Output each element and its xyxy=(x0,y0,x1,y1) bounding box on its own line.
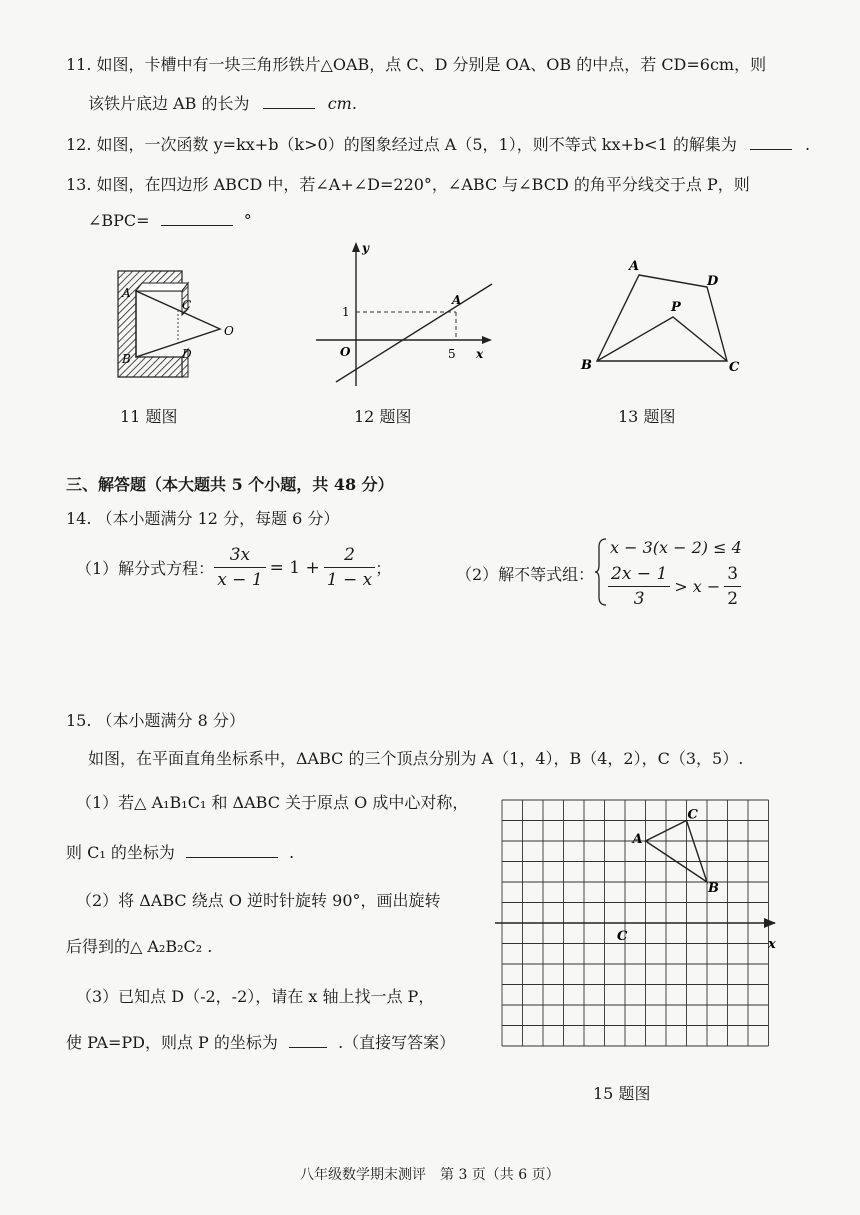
q14-p1-end: ； xyxy=(375,559,392,578)
q11-line2-pre: 该铁片底边 AB 的长为 xyxy=(88,94,250,113)
q11-line1: 11. 如图，卡槽中有一块三角形铁片△OAB，点 C、D 分别是 OA、OB 的中点，若 CD=6cm，则 xyxy=(66,55,767,74)
q15-p3-line1: （3）已知点 D（-2，-2），请在 x 轴上找一点 P， xyxy=(76,987,435,1006)
q12-post: . xyxy=(805,135,811,154)
q15-p2-line2: 后得到的△ A₂B₂C₂ . xyxy=(66,937,213,956)
q15-p1-line2-pre: 则 C₁ 的坐标为 xyxy=(66,843,175,862)
fig12-line xyxy=(336,284,492,382)
q14-p2-row2 xyxy=(608,562,741,611)
q14-p2-frac1-num: 2x − 1 xyxy=(608,562,670,587)
q15-p1-line2 xyxy=(66,840,294,863)
q14-p1-rhs-num: 2 xyxy=(324,543,375,568)
fig15-label-c: C xyxy=(687,807,698,823)
q14-p1-label: （1）解分式方程： xyxy=(76,559,215,578)
q13-line1: 13. 如图，在四边形 ABCD 中，若∠A+∠D=220°，∠ABC 与∠BCD 的角平分线交于点 P，则 xyxy=(66,175,750,194)
q14-p1-rhs-den: 1 − x xyxy=(326,570,373,590)
q11-line2 xyxy=(88,91,357,114)
q14-p1-lhs-den: x − 1 xyxy=(217,570,263,590)
q14-p2-frac2-num: 3 xyxy=(724,562,741,587)
q14-p1-lhs xyxy=(214,543,265,592)
fig13-label-p: P xyxy=(671,300,681,315)
fig15-label-x: x xyxy=(768,937,776,952)
fig15-x-arrow-icon xyxy=(764,918,776,928)
q12-line xyxy=(66,132,810,155)
fig12-label-one: 1 xyxy=(342,305,350,319)
page-footer: 八年级数学期末测评 第 3 页（共 6 页） xyxy=(300,1167,560,1183)
fig11-label-b: B xyxy=(122,352,131,366)
fig13-bisectors xyxy=(597,317,727,361)
q13-line2 xyxy=(88,211,252,230)
fig15-grid xyxy=(490,790,790,1065)
q14-p2-row1: x − 3(x − 2) ≤ 4 xyxy=(610,538,742,557)
q15-p3-line2-pre: 使 PA=PD，则点 P 的坐标为 xyxy=(66,1033,278,1052)
fig15-triangle-abc xyxy=(646,821,708,883)
fig13-label-c: C xyxy=(729,360,740,375)
q14-p2-frac2-den: 2 xyxy=(727,589,739,609)
q12-answer-blank[interactable] xyxy=(750,135,792,150)
fig12-label-five: 5 xyxy=(448,347,456,361)
q15-p1-answer-blank[interactable] xyxy=(186,843,278,858)
q15-p3-line2 xyxy=(66,1030,455,1053)
fig11-label-a: A xyxy=(122,286,131,300)
fig11-diagram xyxy=(110,265,240,385)
q11-line2-post: cm. xyxy=(327,94,357,113)
q14-p2-frac1-den: 3 xyxy=(633,589,645,609)
section3-title: 三、解答题（本大题共 5 个小题，共 48 分） xyxy=(66,475,394,494)
fig13-label-d: D xyxy=(707,274,719,289)
fig15-label-o: C xyxy=(617,929,628,944)
fig11-label-d: D xyxy=(182,347,192,361)
fig11-label-o: O xyxy=(224,324,234,338)
q12-pre: 12. 如图，一次函数 y=kx+b（k>0）的图象经过点 A（5，1），则不等式 kx+b<1 的解集为 xyxy=(66,135,737,154)
fig11-label-c: C xyxy=(182,298,192,312)
fig13-label-a: A xyxy=(629,259,640,274)
q14-p2-mid: > x − xyxy=(674,577,721,596)
fig11-caption: 11 题图 xyxy=(120,407,178,426)
q13-line2-post: ° xyxy=(243,211,252,230)
q14-p1-mid: = 1 + xyxy=(269,557,320,578)
brace-icon xyxy=(595,537,607,607)
q14-p1-lhs-num: 3x xyxy=(214,543,265,568)
fig13-label-b: B xyxy=(581,358,592,373)
fig12-label-y: y xyxy=(362,241,369,255)
q14-p2-frac2 xyxy=(724,562,741,611)
q14-part1 xyxy=(76,543,391,592)
q15-p3-answer-blank[interactable] xyxy=(289,1033,327,1048)
q15-intro: 如图，在平面直角坐标系中，ΔABC 的三个顶点分别为 A（1，4），B（4，2），C（3，5）. xyxy=(88,749,744,768)
fig12-label-x: x xyxy=(476,347,484,361)
q15-p1-line2-post: . xyxy=(289,843,295,862)
fig12-label-o: O xyxy=(340,345,351,359)
q14-p2-label: （2）解不等式组： xyxy=(456,565,595,584)
q15-header: 15. （本小题满分 8 分） xyxy=(66,711,245,730)
fig13-diagram xyxy=(575,255,750,380)
fig15-caption: 15 题图 xyxy=(593,1084,651,1103)
q14-p2-frac1 xyxy=(608,562,670,611)
q13-answer-blank[interactable] xyxy=(161,211,233,226)
q13-line2-pre: ∠BPC= xyxy=(88,211,150,230)
q11-answer-blank[interactable] xyxy=(263,94,315,109)
q15-p1-line1: （1）若△ A₁B₁C₁ 和 ΔABC 关于原点 O 成中心对称， xyxy=(76,793,469,812)
fig12-label-a: A xyxy=(452,293,462,307)
q15-p2-line1: （2）将 ΔABC 绕点 O 逆时针旋转 90°，画出旋转 xyxy=(76,891,441,910)
fig13-caption: 13 题图 xyxy=(618,407,676,426)
fig15-label-a: A xyxy=(632,832,643,847)
q14-header: 14. （本小题满分 12 分，每题 6 分） xyxy=(66,509,340,528)
fig12-diagram xyxy=(310,240,500,390)
fig12-caption: 12 题图 xyxy=(354,407,412,426)
fig15-label-b: B xyxy=(708,881,719,896)
q14-p1-rhs xyxy=(324,543,375,592)
q15-p3-line2-post: .（直接写答案） xyxy=(338,1033,456,1052)
